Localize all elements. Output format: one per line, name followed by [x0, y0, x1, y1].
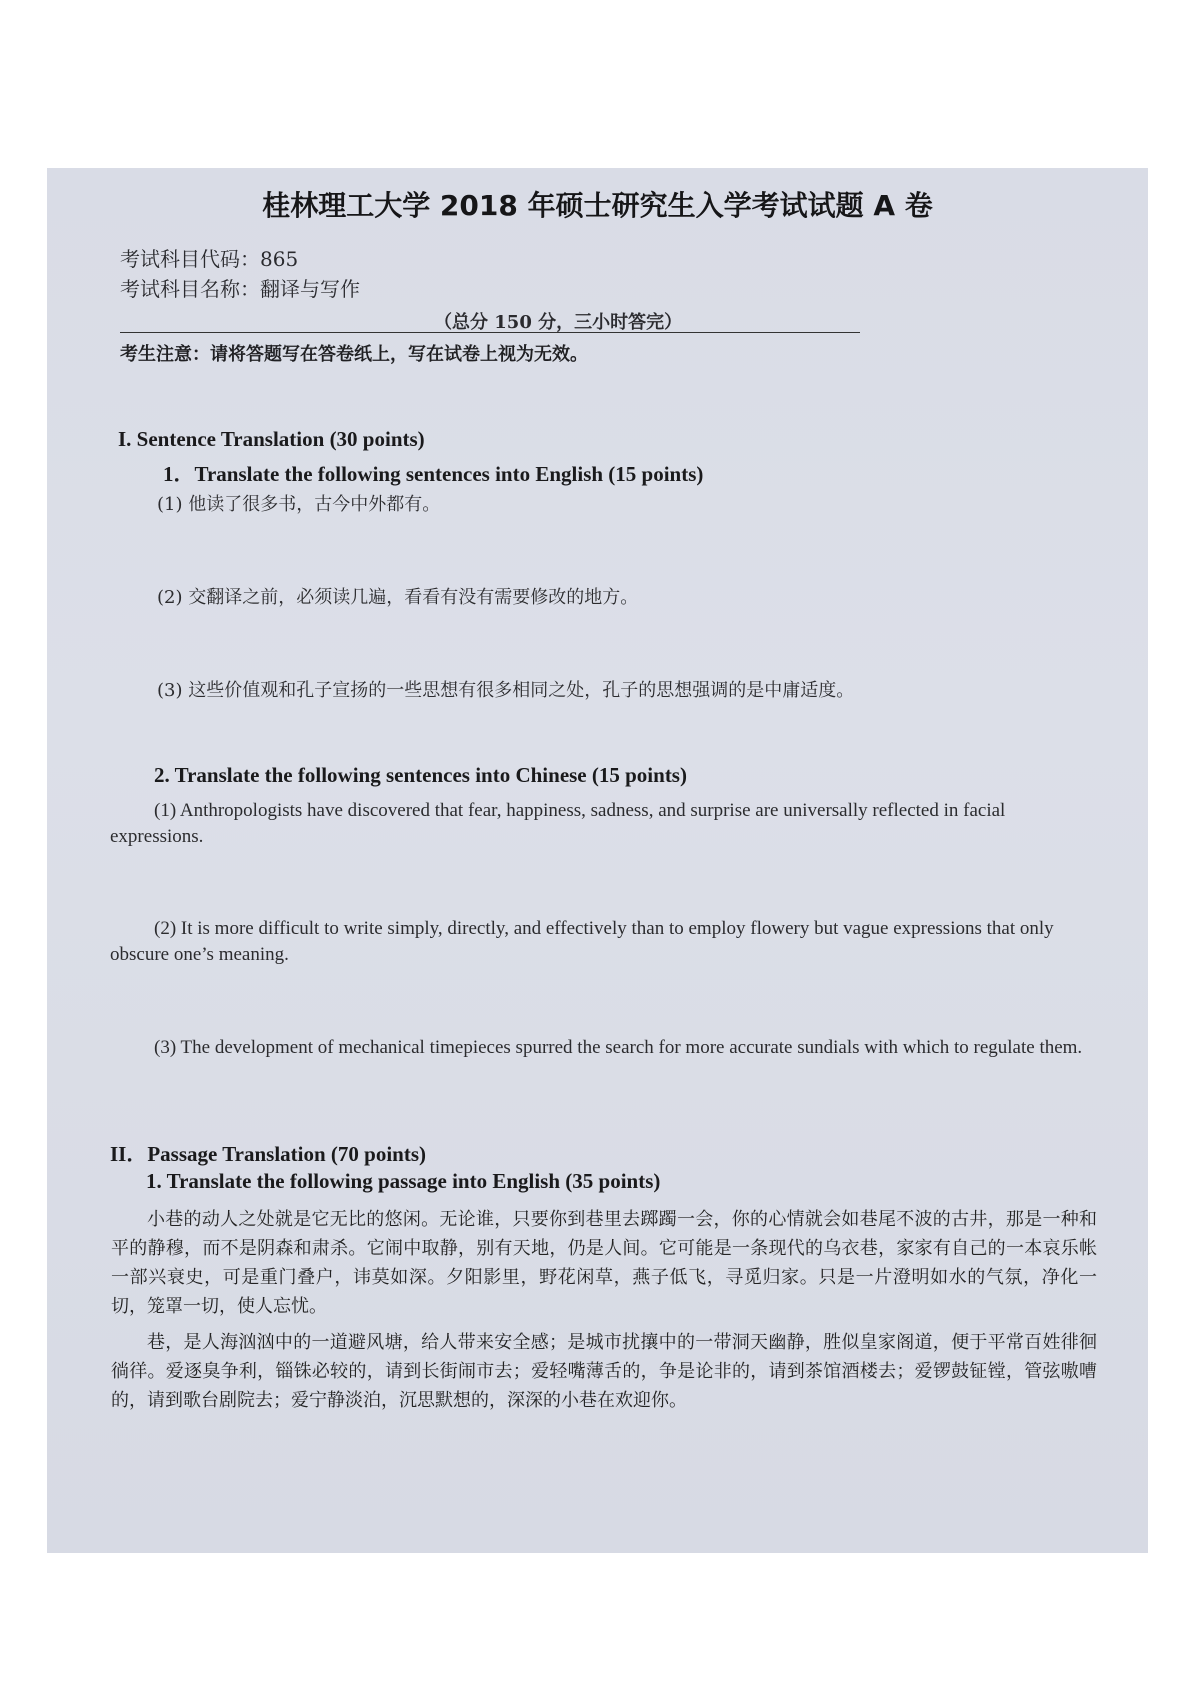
section1-part1-heading: 1．Translate the following sentences into English (15 points): [163, 462, 704, 486]
exam-paper: [47, 168, 1148, 1553]
score-note: （总分 150 分，三小时答完）: [434, 312, 683, 333]
passage-paragraph-1: 小巷的动人之处就是它无比的悠闲。无论谁，只要你到巷里去踯躅一会，你的心情就会如巷尾不波的古井，那是一种和平的静穆，而不是阴森和肃杀。它闹中取静，别有天地，仍是人间。它可能是一条现代的乌衣巷，家家有自己的一本哀乐帐一部兴衰史，可是重门叠户，讳莫如深。夕阳影里，野花闲草，燕子低飞，寻觅归家。只是一片澄明如水的气氛，净化一切，笼罩一切，使人忘忧。: [111, 1209, 1097, 1317]
section2-part1-heading: 1. Translate the following passage into English (35 points): [146, 1169, 661, 1193]
section1-heading: I. Sentence Translation (30 points): [118, 427, 425, 451]
cn-sentence-1: (1) 他读了很多书，古今中外都有。: [157, 494, 441, 515]
cn-sentence-3: (3) 这些价值观和孔子宣扬的一些思想有很多相同之处，孔子的思想强调的是中庸适度。: [157, 680, 855, 701]
exam-title: 桂林理工大学 2018 年硕士研究生入学考试试题 A 卷: [262, 189, 933, 222]
section2-heading: II．Passage Translation (70 points): [110, 1142, 427, 1166]
en-sentence-1: (1) Anthropologists have discovered that fear, happiness, sadness, and surprise are universally reflected in facial expressions.: [110, 800, 1006, 847]
subject-name: 考试科目名称：翻译与写作: [120, 277, 360, 301]
section1-part2-heading: 2. Translate the following sentences into Chinese (15 points): [154, 763, 687, 787]
cn-sentence-2: (2) 交翻译之前，必须读几遍，看看有没有需要修改的地方。: [157, 587, 639, 608]
header-rule: [120, 332, 860, 333]
subject-code: 考试科目代码：865: [120, 247, 299, 271]
en-sentence-2: (2) It is more difficult to write simply, directly, and effectively than to employ flowery but vague expressions that only obscure one’s meaning.: [110, 918, 1054, 965]
exam-notice: 考生注意：请将答题写在答卷纸上，写在试卷上视为无效。: [120, 344, 588, 365]
en-sentence-3: (3) The development of mechanical timepieces spurred the search for more accurate sundials with which to regulate them.: [154, 1037, 1083, 1058]
passage-paragraph-2: 巷，是人海汹汹中的一道避风塘，给人带来安全感；是城市扰攘中的一带洞天幽静，胜似皇家阁道，便于平常百姓徘徊徜徉。爱逐臭争利，锱铢必较的，请到长街闹市去；爱轻嘴薄舌的，争是论非的，请到茶馆酒楼去；爱锣鼓钲镗，管弦嗷嘈的，请到歌台剧院去；爱宁静淡泊，沉思默想的，深深的小巷在欢迎你。: [111, 1332, 1097, 1411]
